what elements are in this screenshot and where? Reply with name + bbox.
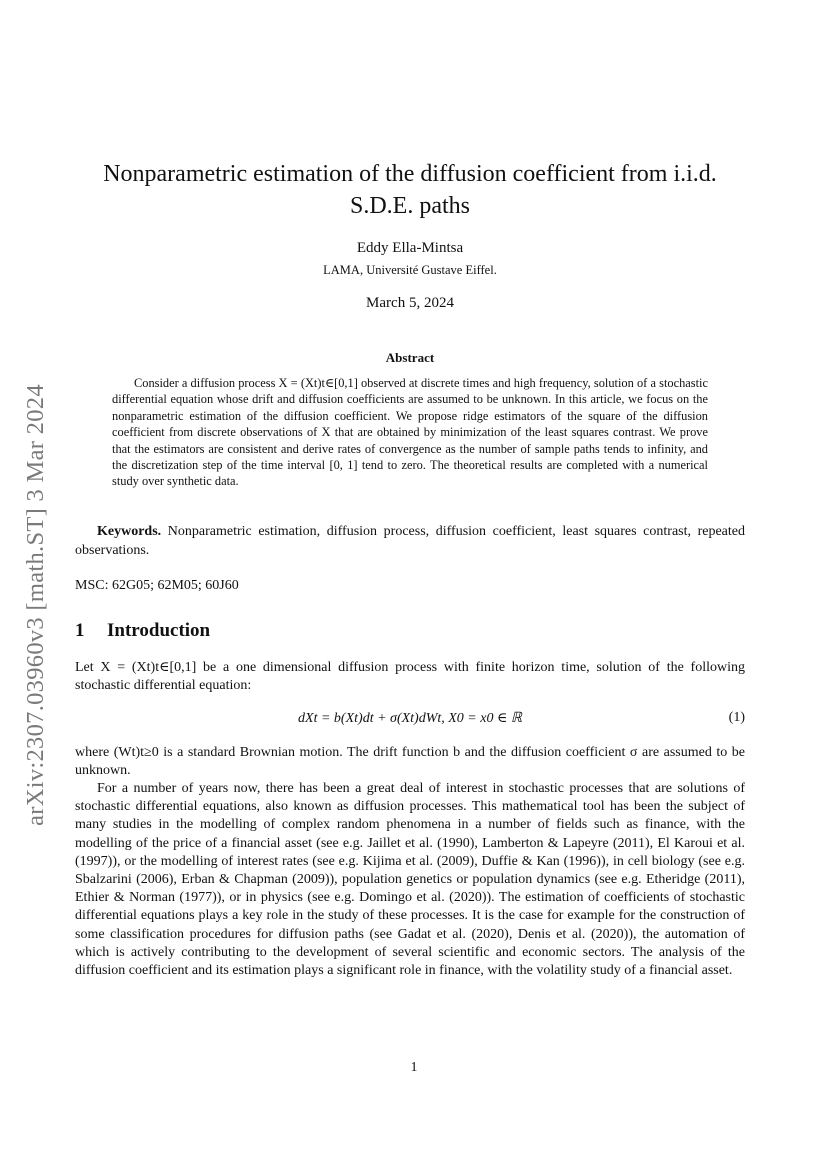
paragraph-3: For a number of years now, there has been a great deal of interest in stochastic processes that are solutions of stochastic differential equations, also known as diffusion processes. This mathematical tool has been the subject of many studies in the modelling of complex random phenomena in a number of fields such as finance, with the modelling of the price of a financial asset (see e.g. Jaillet et al. (1990), Lamberton & Lapeyre (2011), El Karoui et al. (1997)), or the modelling of interest rates (see e.g. Kijima et al. (2009), Duffie & Kan (1996)), in cell biology (see e.g. Sbalzarini (2006), Erban & Chapman (2009)), population genetics or population dynamics (see e.g. Etheridge (2011), Ethier & Norman (1977)), or in physics (see e.g. Domingo et al. (2020)). The estimation of coefficients of stochastic differential equations plays a key role in the study of these processes. It is the case for example for the construction of some classification procedures for diffusion paths (see Gadat et al. (2020), Denis et al. (2020)), the automation of which is actively contributing to the development of several scientific and economic sectors. The analysis of the diffusion coefficient and its estimation plays a significant role in finance, with the volatility study of a financial asset. bbox=[75, 781, 745, 979]
keywords-text: Nonparametric estimation, diffusion process, diffusion coefficient, least squares contrast, repeated observations. bbox=[75, 524, 745, 558]
msc-codes: MSC: 62G05; 62M05; 60J60 bbox=[75, 578, 239, 593]
keywords-block bbox=[75, 522, 745, 560]
arxiv-identifier[interactable]: arXiv:2307.03960v3 [math.ST] 3 Mar 2024 bbox=[22, 384, 50, 826]
abstract-heading: Abstract bbox=[385, 350, 435, 365]
author-name: Eddy Ella-Mintsa bbox=[356, 240, 464, 256]
section-title: Introduction bbox=[107, 620, 211, 641]
paper-date: March 5, 2024 bbox=[366, 295, 454, 311]
section-heading bbox=[75, 620, 210, 642]
paragraph-1: Let X = (Xt)t∈[0,1] be a one dimensional diffusion process with finite horizon time, solution of the following stochastic differential equation: bbox=[75, 660, 745, 694]
page-number: 1 bbox=[410, 1060, 418, 1075]
equation-number: (1) bbox=[728, 710, 745, 725]
abstract-text: Consider a diffusion process X = (Xt)t∈[0,1] observed at discrete times and high frequency, solution of a stochastic differential equation whose drift and diffusion coefficients are assumed to be unknown. In this article, we focus on the nonparametric estimation of the diffusion coefficient. We propose ridge estimators of the square of the diffusion coefficient from discrete observations of X that are obtained by minimization of the least squares contrast. We prove that the estimators are consistent and derive rates of convergence as the number of sample paths tends to infinity, and the discretization step of the time interval [0, 1] tend to zero. The theoretical results are completed with a numerical study over synthetic data. bbox=[112, 376, 708, 489]
paragraph-2: where (Wt)t≥0 is a standard Brownian motion. The drift function b and the diffusion coefficient σ are assumed to be unknown. bbox=[75, 745, 745, 779]
section-number: 1 bbox=[75, 620, 85, 641]
author-affiliation: LAMA, Université Gustave Eiffel. bbox=[323, 263, 497, 277]
keywords-label: Keywords. bbox=[97, 524, 162, 539]
equation-1 bbox=[75, 710, 745, 732]
arxiv-identifier-margin bbox=[20, 355, 52, 855]
equation-body: dXt = b(Xt)dt + σ(Xt)dWt, X0 = x0 ∈ ℝ bbox=[298, 711, 522, 726]
paper-title: Nonparametric estimation of the diffusion coefficient from i.i.d. S.D.E. paths bbox=[103, 161, 717, 219]
